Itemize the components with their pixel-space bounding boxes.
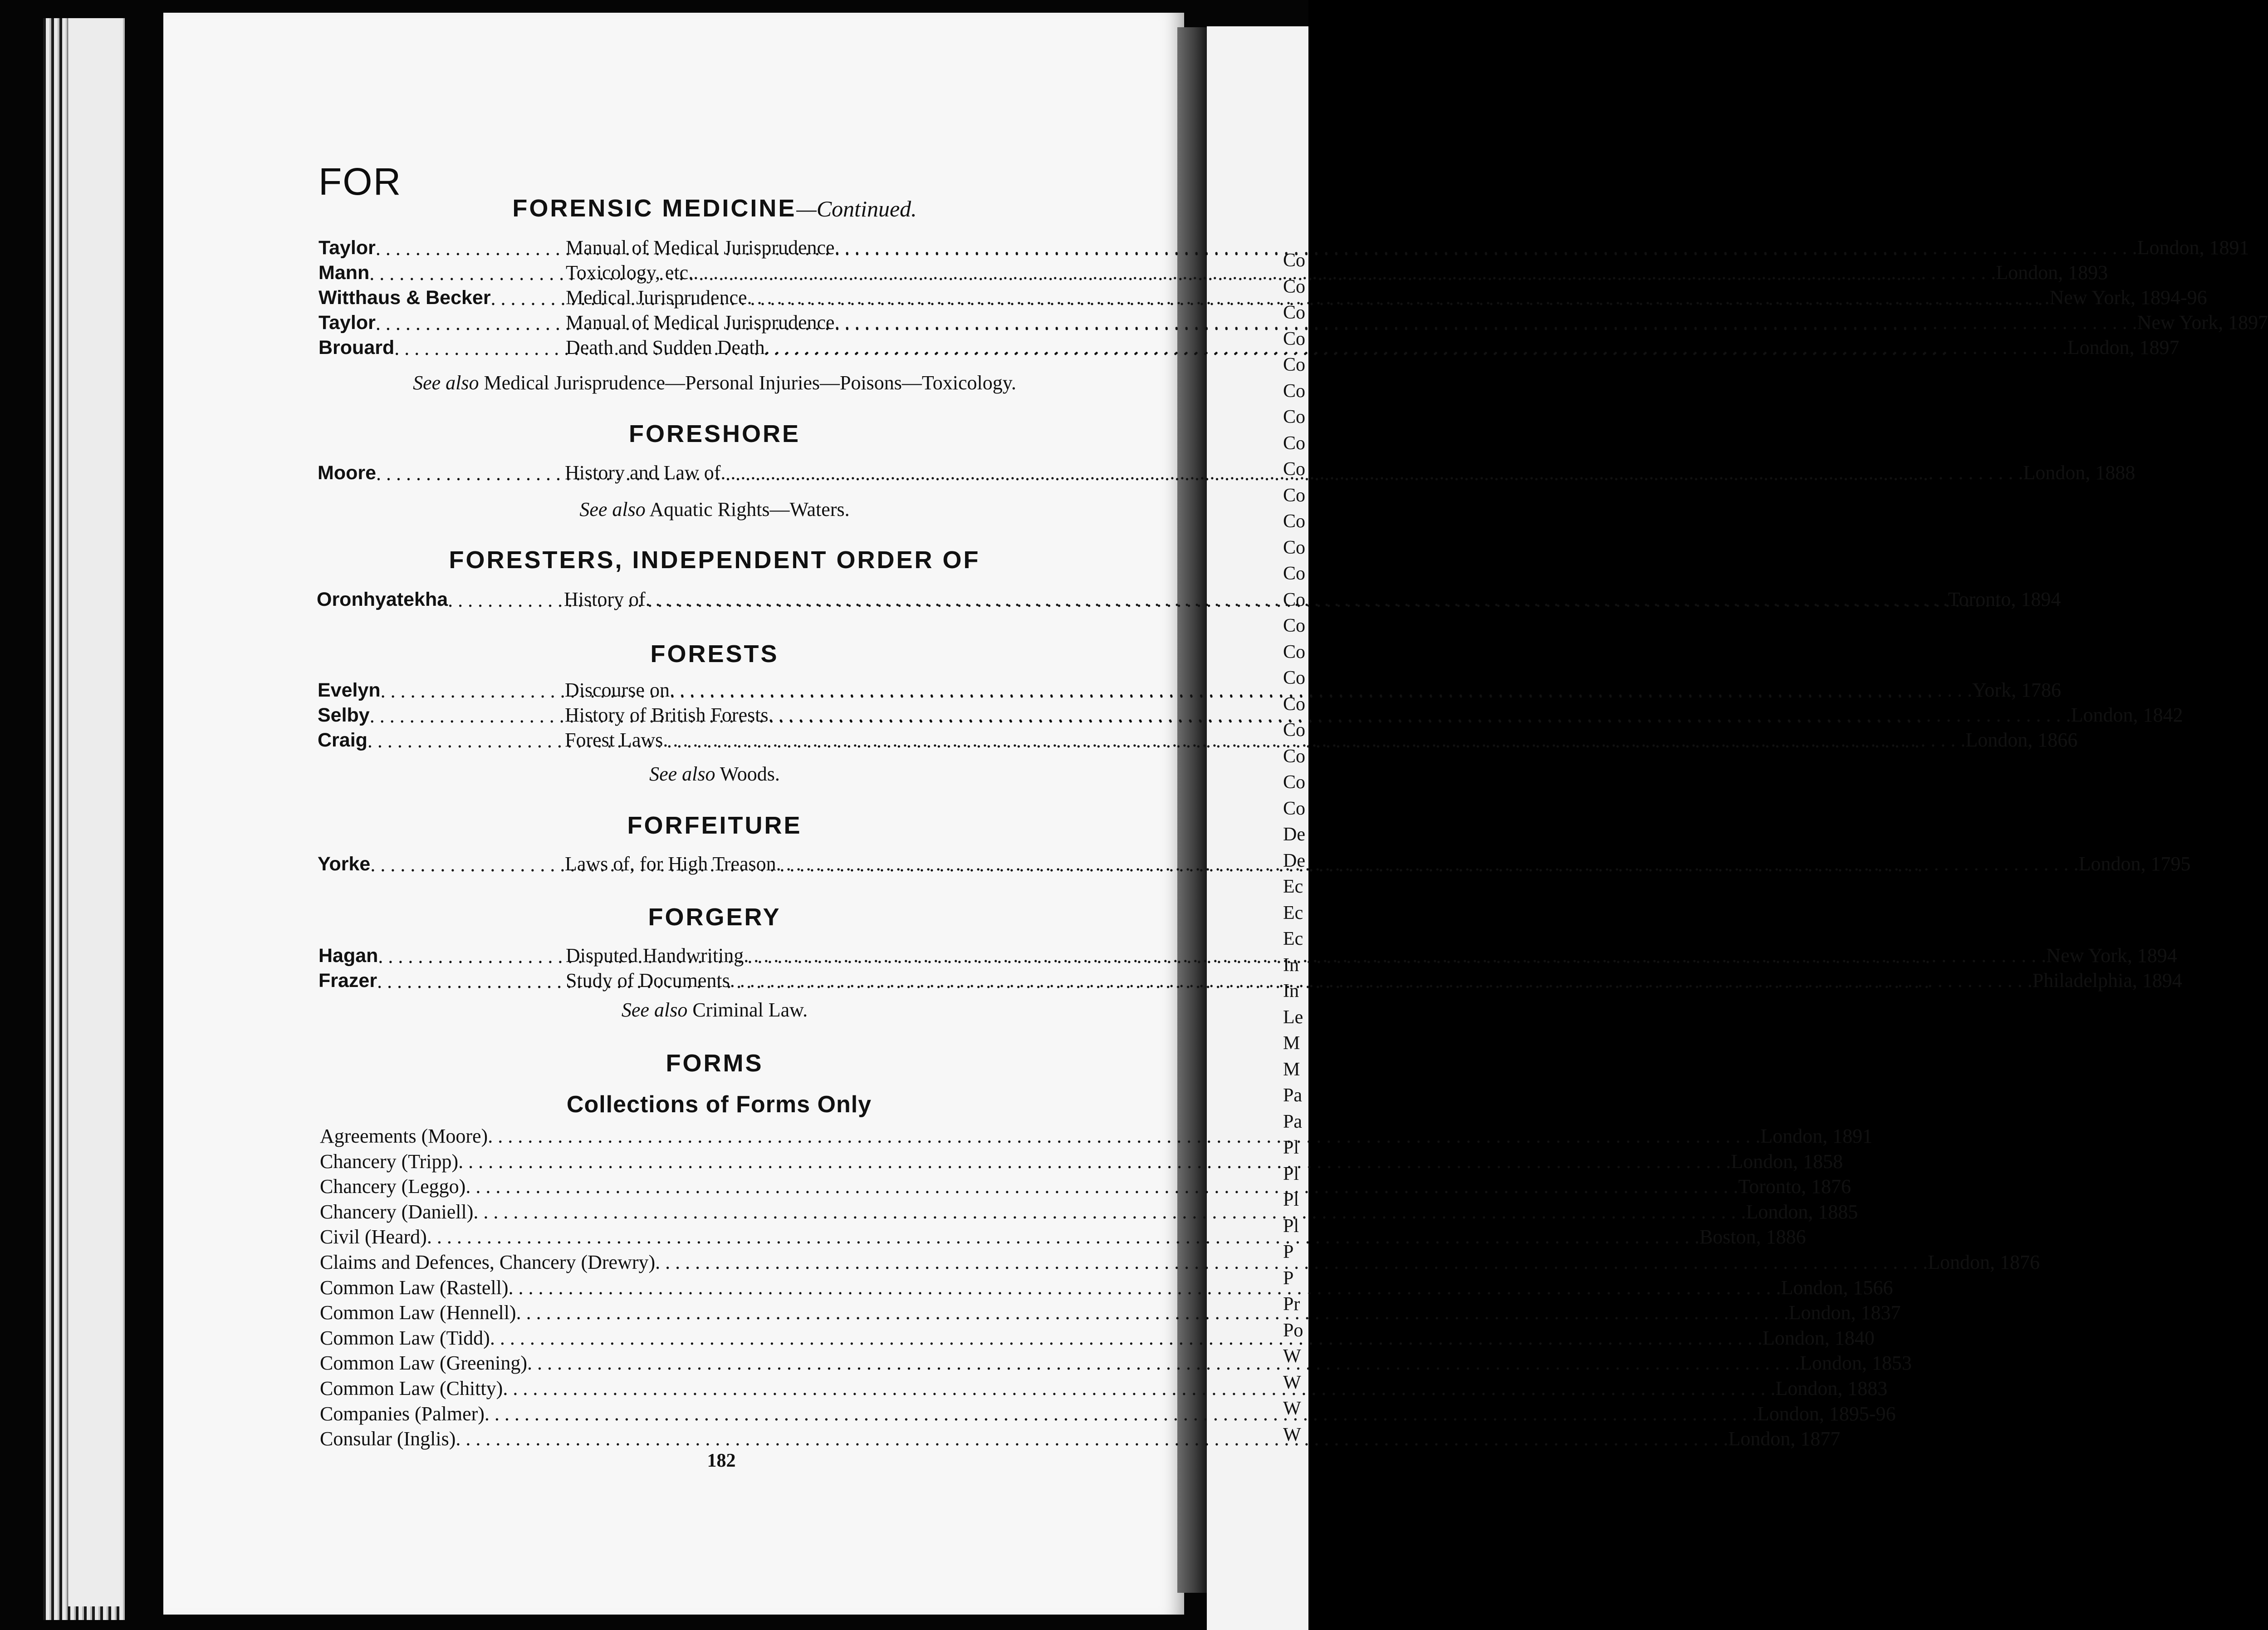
- facing-page-text-fragment: W: [1283, 1346, 1301, 1367]
- author-cell: [318, 970, 566, 993]
- entry-title: Claims and Defences, Chancery (Drewry): [320, 1251, 656, 1273]
- dot-leader: [456, 1427, 1728, 1450]
- dot-leader: [769, 703, 2071, 727]
- entry-place: London, 1877: [1728, 1428, 1841, 1450]
- entry-place: London, 1893: [1996, 261, 2108, 284]
- page-number: 182: [707, 1450, 736, 1471]
- facing-page-text-fragment: Pa: [1283, 1085, 1302, 1106]
- see-also-text: Criminal Law.: [692, 999, 808, 1021]
- entry-title: Consular (Inglis): [320, 1428, 456, 1450]
- entry-place: London, 1837: [1788, 1301, 1901, 1324]
- title-cell: [565, 461, 2135, 484]
- title-cell: [566, 969, 2182, 992]
- facing-page-text-fragment: Co: [1283, 302, 1306, 323]
- facing-page-text-fragment: Co: [1283, 459, 1306, 480]
- author-cell: [318, 237, 566, 260]
- entry-place: London, 1842: [2071, 704, 2183, 726]
- entry-title: Manual of Medical Jurisprudence: [566, 311, 835, 334]
- entry-author: Brouard: [318, 337, 395, 358]
- facing-page-text-fragment: Pl: [1283, 1137, 1299, 1158]
- facing-page-text-fragment: De: [1283, 824, 1305, 845]
- facing-page-text-fragment: Co: [1283, 485, 1306, 506]
- entry-title: Common Law (Rastell): [320, 1276, 509, 1299]
- entry-author: Mann: [318, 262, 370, 284]
- entry-title: Common Law (Greening): [320, 1352, 527, 1375]
- see-also-label: See also: [413, 372, 479, 394]
- facing-page-text-fragment: Pa: [1283, 1111, 1302, 1132]
- entry-place: London, 1888: [2023, 462, 2136, 484]
- facing-page-text-fragment: Co: [1283, 589, 1306, 610]
- section-subheading-forms: Collections of Forms Only: [566, 1091, 872, 1118]
- entry-title: Laws of, for High Treason: [565, 853, 776, 875]
- facing-page-text-fragment: In: [1283, 981, 1299, 1002]
- dot-leader: [473, 1200, 1746, 1223]
- entry-place: London, 1885: [1746, 1200, 1858, 1223]
- facing-page-text-fragment: Pl: [1283, 1215, 1299, 1237]
- facing-page-text-fragment: P: [1283, 1267, 1294, 1289]
- entry-place: London, 1858: [1731, 1150, 1843, 1173]
- dot-leader: [655, 1251, 1928, 1274]
- author-cell: [318, 462, 565, 485]
- entry-place: New York, 1894-96: [2049, 286, 2207, 309]
- facing-page-text-fragment: W: [1283, 1372, 1301, 1393]
- entry-title: History and Law of: [565, 462, 721, 484]
- section-heading-forgery: FORGERY: [648, 903, 781, 931]
- entry-place: London, 1891: [1760, 1125, 1873, 1147]
- see-also-forests: [0, 762, 1429, 786]
- entry-place: London, 1883: [1775, 1377, 1888, 1399]
- dot-leader: [765, 336, 2067, 359]
- see-also-text: Woods.: [720, 763, 780, 785]
- author-cell: [318, 704, 565, 727]
- entry-author: Taylor: [318, 312, 376, 334]
- entry-title: Agreements (Moore): [320, 1125, 488, 1147]
- dot-leader: [663, 728, 1965, 751]
- section-heading-foresters: FORESTERS, INDEPENDENT ORDER OF: [449, 546, 980, 574]
- entry-title: Common Law (Tidd): [320, 1326, 490, 1349]
- author-cell: [318, 945, 566, 968]
- entry-author: Taylor: [318, 237, 376, 259]
- title-cell: [565, 852, 2191, 875]
- entry-place: London, 1566: [1781, 1276, 1893, 1299]
- forms-entry: [320, 1276, 1893, 1301]
- entry-title: History of: [564, 588, 646, 610]
- see-also-text: Medical Jurisprudence—Personal Injuries—Poisons—Toxicology.: [484, 372, 1016, 394]
- facing-page-text-fragment: P: [1283, 1242, 1294, 1262]
- entry-place: London, 1891: [2137, 236, 2249, 259]
- author-cell: [318, 729, 565, 752]
- see-also-label: See also: [621, 999, 688, 1021]
- entry-title: Chancery (Tripp): [320, 1150, 459, 1173]
- author-cell: [318, 337, 566, 360]
- entry-author: Yorke: [318, 853, 371, 875]
- dot-leader: [744, 944, 2046, 967]
- entry-title: Companies (Palmer): [320, 1402, 485, 1425]
- entry-place: London, 1876: [1928, 1251, 2040, 1273]
- dot-leader: [516, 1301, 1789, 1324]
- dot-leader: [458, 1150, 1731, 1173]
- entry-author: Witthaus & Becker: [318, 287, 491, 309]
- entry-title: Disputed Handwriting: [566, 944, 744, 967]
- heading-text: FORENSIC MEDICINE: [512, 195, 797, 222]
- forms-entry: [320, 1251, 2040, 1276]
- entry-title: Death and Sudden Death: [566, 336, 765, 358]
- entry-author: Evelyn: [318, 679, 381, 701]
- forms-entry: [320, 1402, 1896, 1428]
- dot-leader: [835, 236, 2137, 259]
- author-cell: [318, 853, 565, 876]
- section-heading-forensic-medicine: [0, 194, 1429, 222]
- title-cell: [566, 261, 2108, 284]
- entry-title: History of British Forests: [565, 704, 769, 726]
- entry-place: London, 1795: [2078, 853, 2191, 875]
- entry-place: Philadelphia, 1894: [2032, 969, 2182, 992]
- entry-place: Boston, 1886: [1699, 1226, 1806, 1248]
- see-also-label: See also: [579, 498, 646, 520]
- facing-page-text-fragment: Co: [1283, 537, 1306, 558]
- dot-leader: [776, 852, 2079, 875]
- title-cell: [565, 728, 2077, 751]
- entry-place: Toronto, 1894: [1948, 588, 2061, 610]
- dot-leader: [693, 261, 1996, 284]
- entry-place: New York, 1897: [2137, 311, 2268, 334]
- facing-page-text-fragment: Pl: [1283, 1189, 1299, 1210]
- bibliography-entry: [318, 678, 2061, 704]
- facing-page-text-fragment: Po: [1283, 1320, 1303, 1341]
- facing-page-text-fragment: Ec: [1283, 928, 1303, 949]
- facing-page-text-fragment: Co: [1283, 250, 1306, 271]
- facing-page-text-fragment: Co: [1283, 380, 1306, 402]
- facing-page-text-fragment: Co: [1283, 511, 1306, 532]
- forms-entry: [320, 1377, 1888, 1402]
- entry-title: Chancery (Daniell): [320, 1200, 474, 1223]
- entry-title: Manual of Medical Jurisprudence: [566, 236, 835, 259]
- entry-title: Common Law (Chitty): [320, 1377, 503, 1399]
- facing-page-text-fragment: Co: [1283, 328, 1306, 349]
- author-cell: [318, 312, 566, 335]
- title-cell: [565, 703, 2183, 727]
- dot-leader: [488, 1124, 1760, 1148]
- entry-place: London, 1853: [1800, 1352, 1912, 1375]
- author-cell: [317, 589, 564, 612]
- facing-page-text-fragment: Ec: [1283, 902, 1303, 923]
- entry-title: Chancery (Leggo): [320, 1175, 466, 1198]
- entry-place: New York, 1894: [2046, 944, 2177, 967]
- entry-title: Common Law (Hennell): [320, 1301, 516, 1324]
- dot-leader: [490, 1326, 1763, 1350]
- facing-page-text-fragment: Co: [1283, 746, 1306, 767]
- facing-page-text-fragment: Co: [1283, 798, 1306, 819]
- title-cell: [564, 588, 2061, 611]
- author-cell: [318, 287, 566, 310]
- entry-place: York, 1786: [1972, 679, 2061, 701]
- entry-title: Forest Laws: [565, 729, 663, 751]
- forms-entry: [320, 1351, 1912, 1377]
- entry-author: Frazer: [318, 970, 377, 992]
- entry-title: Medical Jurisprudence: [566, 286, 747, 309]
- see-also-text: Aquatic Rights—Waters.: [649, 498, 850, 520]
- dot-leader: [730, 969, 2033, 992]
- facing-page-text-fragment: W: [1283, 1398, 1301, 1419]
- entry-title: Toxicology, etc.: [566, 261, 694, 284]
- dot-leader: [747, 286, 2050, 309]
- entry-place: London, 1895-96: [1757, 1402, 1896, 1425]
- dot-leader: [465, 1175, 1738, 1198]
- facing-page-text-fragment: Co: [1283, 615, 1306, 636]
- dot-leader: [835, 311, 2137, 334]
- section-heading-foreshore: FORESHORE: [628, 420, 801, 447]
- entry-title: Civil (Heard): [320, 1226, 427, 1248]
- entry-title: Study of Documents: [566, 969, 730, 992]
- author-cell: [318, 262, 566, 285]
- title-cell: [566, 336, 2180, 359]
- forms-entry: [320, 1427, 1841, 1453]
- facing-page-text-fragment: Co: [1283, 772, 1306, 793]
- entry-place: London, 1866: [1965, 729, 2078, 751]
- facing-page-text-fragment: Co: [1283, 354, 1306, 375]
- entry-author: Hagan: [318, 945, 378, 967]
- facing-page-text-fragment: In: [1283, 954, 1299, 976]
- facing-page-text-fragment: Le: [1283, 1006, 1303, 1028]
- entry-author: Craig: [318, 729, 367, 751]
- facing-page-text-fragment: De: [1283, 850, 1305, 871]
- facing-page-text-fragment: Co: [1283, 693, 1306, 715]
- facing-page-text-fragment: Co: [1283, 432, 1306, 454]
- running-head: FOR: [318, 160, 402, 203]
- bibliography-entry: [318, 261, 2108, 286]
- dot-leader: [509, 1276, 1781, 1299]
- see-also-label: See also: [649, 763, 715, 785]
- section-heading-forfeiture: FORFEITURE: [627, 812, 802, 839]
- entry-author: Oronhyatekha: [317, 589, 448, 610]
- dot-leader: [527, 1351, 1800, 1375]
- facing-page-text-fragment: Co: [1283, 407, 1306, 427]
- facing-page-text-fragment: Co: [1283, 668, 1306, 688]
- dot-leader: [485, 1402, 1757, 1425]
- facing-page-text-fragment: M: [1283, 1033, 1300, 1054]
- entry-title: Discourse on: [565, 679, 670, 701]
- see-also-foreshore: [0, 498, 1429, 521]
- entry-author: Moore: [318, 462, 376, 484]
- title-cell: [566, 944, 2177, 967]
- entry-author: Selby: [318, 704, 370, 726]
- section-heading-forests: FORESTS: [650, 640, 779, 668]
- forms-entry: [320, 1150, 1843, 1175]
- facing-page-text-fragment: Co: [1283, 641, 1306, 663]
- see-also-forensic: [0, 371, 1429, 394]
- bibliography-entry: [318, 944, 2177, 969]
- facing-page-text-fragment: Co: [1283, 563, 1306, 584]
- dot-leader: [720, 461, 2023, 484]
- facing-page-text-fragment: M: [1283, 1059, 1300, 1080]
- title-cell: [565, 678, 2061, 702]
- continued-label: —Continued.: [796, 196, 917, 221]
- author-cell: [318, 679, 565, 702]
- dot-leader: [646, 588, 1948, 611]
- title-cell: [566, 286, 2207, 309]
- dot-leader: [503, 1377, 1775, 1400]
- facing-page-text-fragment: Co: [1283, 276, 1306, 297]
- entry-place: London, 1840: [1762, 1326, 1875, 1349]
- dot-leader: [427, 1225, 1700, 1248]
- entry-place: London, 1897: [2067, 336, 2180, 358]
- facing-page-text-fragment: Pr: [1283, 1294, 1300, 1315]
- title-cell: [566, 311, 2268, 334]
- facing-page-text-fragment: Pl: [1283, 1163, 1299, 1184]
- title-cell: [566, 236, 2249, 259]
- see-also-forgery: [0, 998, 1429, 1021]
- facing-page-text-fragment: W: [1283, 1424, 1301, 1445]
- dot-leader: [670, 678, 1972, 702]
- facing-page-text-fragment: Co: [1283, 720, 1306, 741]
- entry-place: Toronto, 1876: [1738, 1175, 1851, 1198]
- facing-page-text-fragment: Ec: [1283, 876, 1303, 897]
- section-heading-forms: FORMS: [666, 1050, 764, 1077]
